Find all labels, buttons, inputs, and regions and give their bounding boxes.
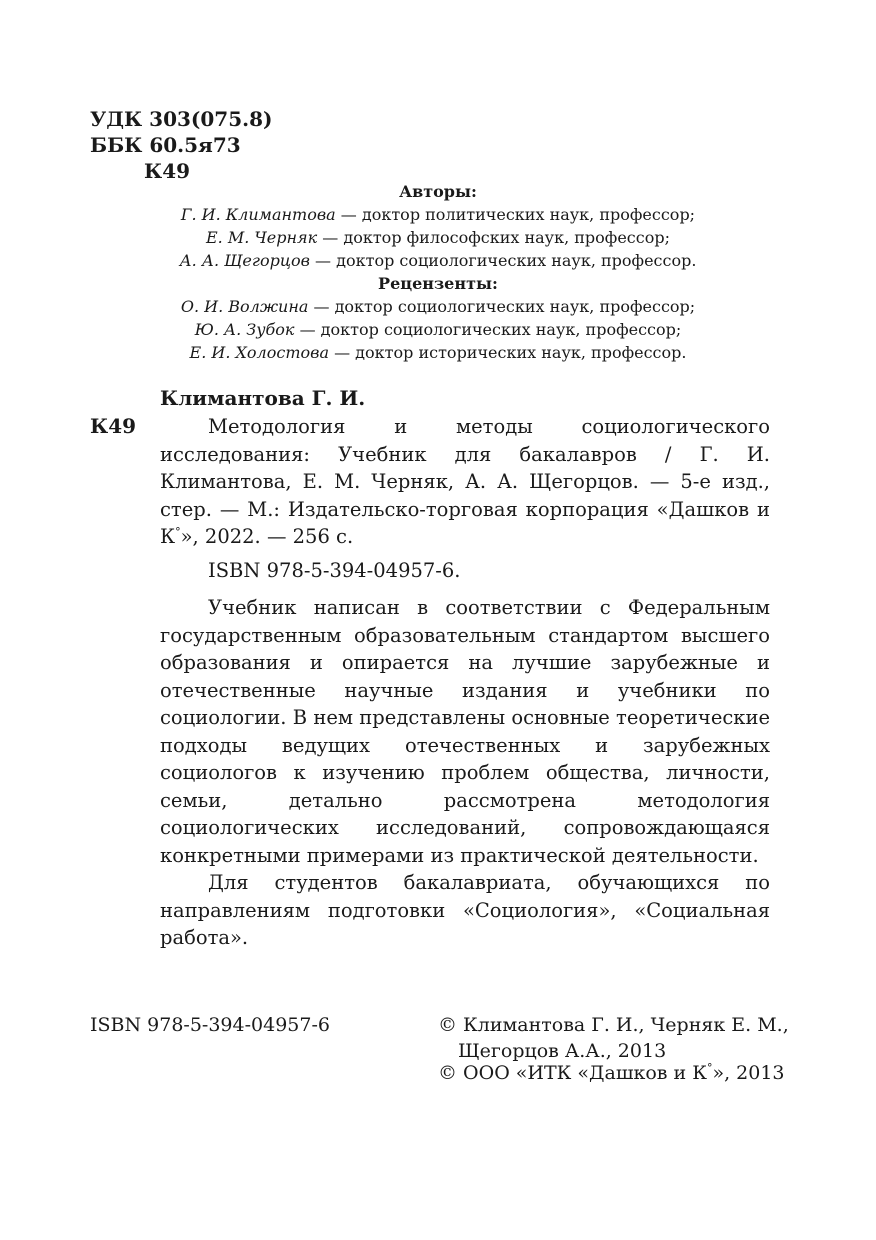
author-name: Е. М. Черняк (206, 228, 318, 247)
bbk-code: ББК 60.5я73 (90, 133, 241, 157)
udk-code: УДК 303(075.8) (90, 107, 273, 131)
description-text: Методология и методы социологического исследования: Учебник для бакалавров / Г. И. Климантова, Е. М. Черняк, А. А. Щегорцов. — 5-е изд., стер. — М.: Издательско-торговая корпорация «Дашков и К (160, 415, 770, 548)
description-superscript: ° (175, 525, 181, 539)
reviewer-desc: — доктор социологических наук, профессор; (294, 320, 682, 339)
author-desc: — доктор социологических наук, профессор. (309, 251, 697, 270)
author-name: Г. И. Климантова (180, 205, 336, 224)
author-mark-code: К49 (144, 159, 191, 183)
footer-copyright-authors-cont: Щегорцов А.А., 2013 (458, 1040, 667, 1062)
reviewer-name: О. И. Волжина (180, 297, 309, 316)
abstract-paragraph-1: Учебник написан в соответствии с Федеральным государственным образовательным стандартом высшего образования и опирается на лучшие зарубежные и отечественные научные издания и учебники по социологии. В нем представлены основные теоретические подходы ведущих отечественных и зарубежных социологов к изучению проблем общества, личности, семьи, детально рассмотрена методология социологических исследований, сопровождающаяся конкретными примерами из практической деятельности. (160, 596, 770, 867)
main-author-heading: Климантова Г. И. (160, 386, 366, 410)
footer-copyright-authors: © Климантова Г. И., Черняк Е. М., (438, 1014, 789, 1036)
publisher-copyright-text-end: », 2013 (712, 1062, 785, 1084)
reviewer-line (100, 295, 776, 318)
publisher-copyright-text: © ООО «ИТК «Дашков и К (438, 1062, 707, 1084)
author-line (100, 249, 776, 272)
footer-isbn: ISBN 978-5-394-04957-6 (90, 1014, 330, 1036)
reviewer-name: Е. И. Холостова (189, 343, 329, 362)
bibliographic-description (160, 413, 770, 551)
author-desc: — доктор политических наук, профессор; (335, 205, 696, 224)
reviewer-desc: — доктор исторических наук, профессор. (328, 343, 687, 362)
bibliographic-entry (160, 413, 770, 952)
footer-copyright-publisher (438, 1060, 785, 1087)
author-name: А. А. Щегорцов (179, 251, 310, 270)
entry-author-mark: К49 (90, 414, 137, 438)
reviewer-line (100, 341, 776, 364)
reviewer-line (100, 318, 776, 341)
author-line (100, 226, 776, 249)
reviewer-desc: — доктор социологических наук, профессор; (308, 297, 696, 316)
publisher-superscript: ° (706, 1061, 713, 1075)
credits-block (100, 180, 776, 364)
abstract-paragraph-2: Для студентов бакалавриата, обучающихся по направлениям подготовки «Социология», «Социальная работа». (160, 871, 770, 949)
reviewers-heading: Рецензенты: (378, 274, 498, 293)
authors-heading: Авторы: (399, 182, 477, 201)
entry-isbn: ISBN 978-5-394-04957-6. (208, 558, 461, 582)
description-text-end: », 2022. — 256 с. (180, 525, 354, 548)
reviewer-name: Ю. А. Зубок (194, 320, 295, 339)
author-line (100, 203, 776, 226)
author-desc: — доктор философских наук, профессор; (317, 228, 670, 247)
